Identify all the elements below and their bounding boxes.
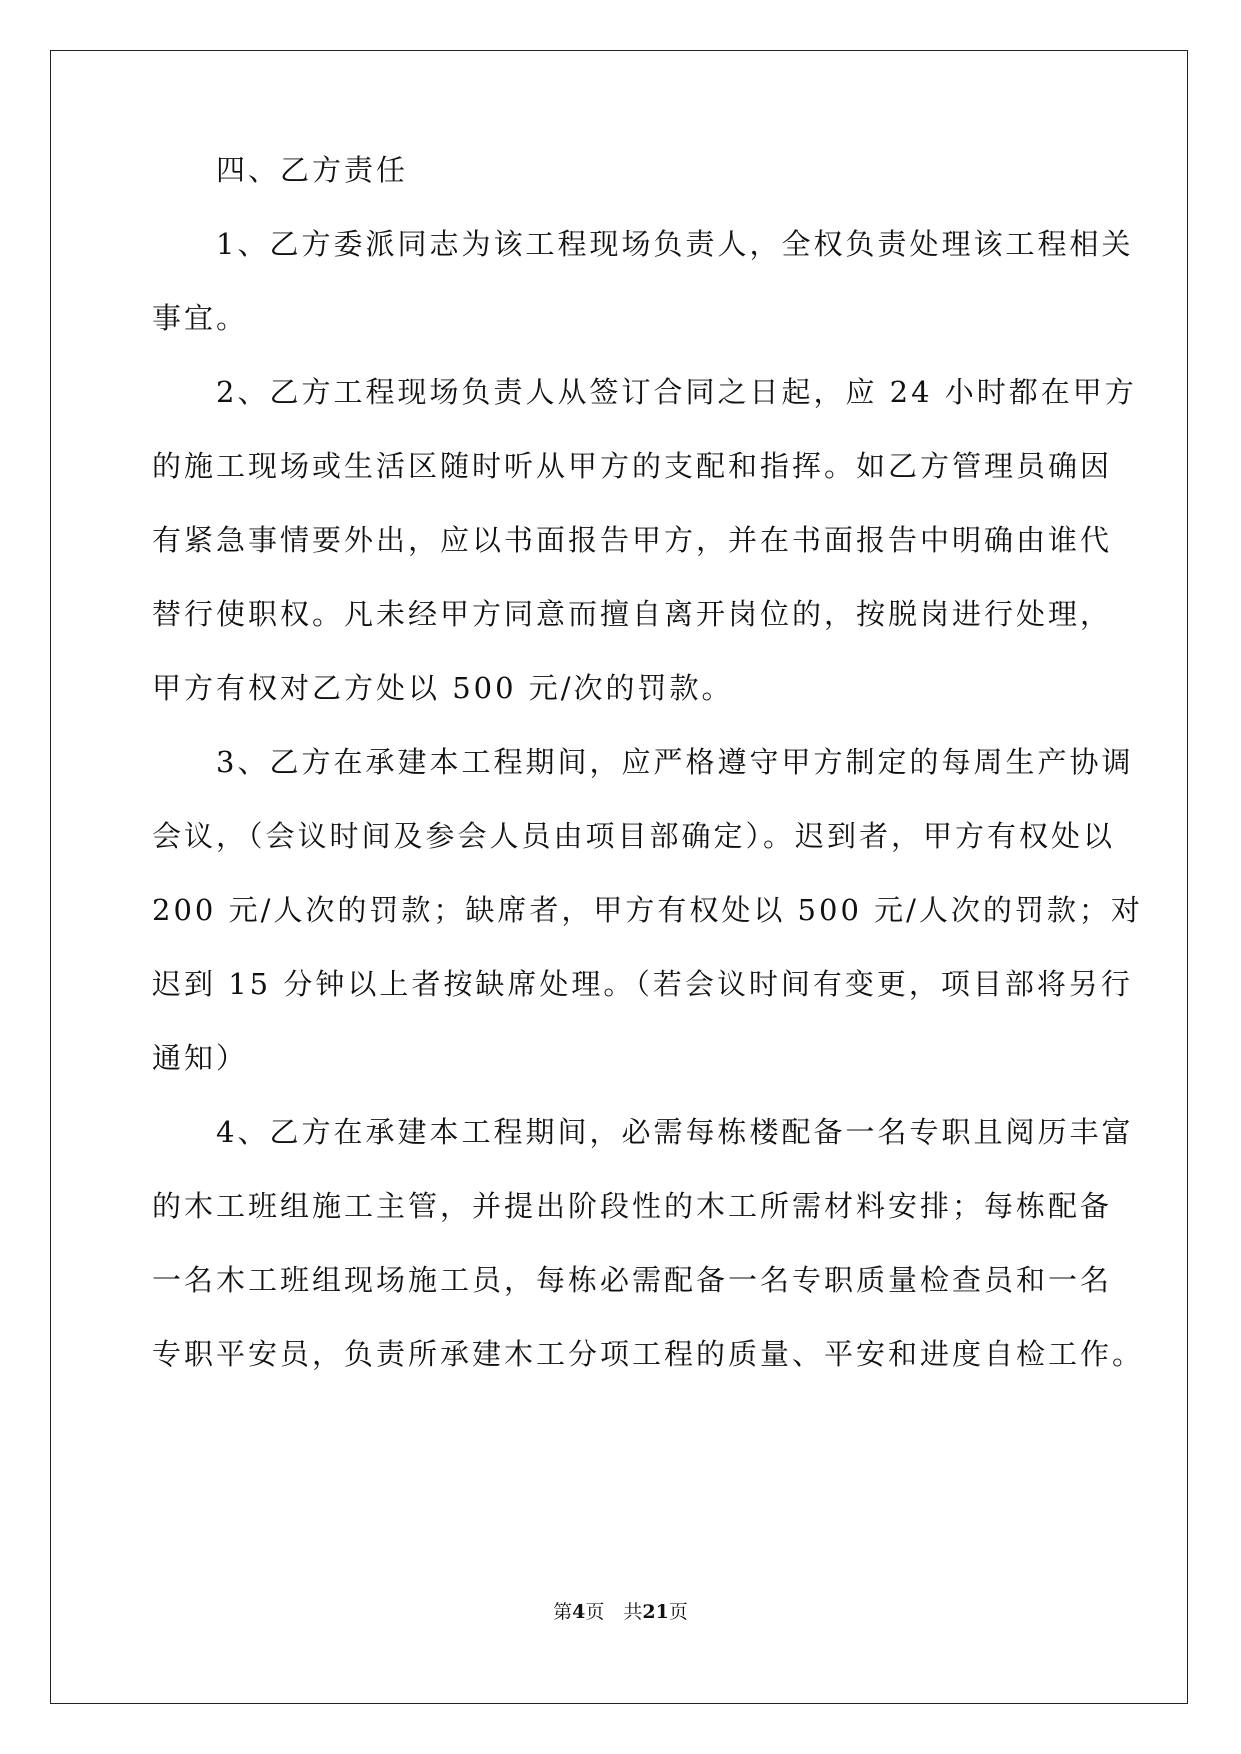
section-heading: 四、乙方责任: [152, 153, 409, 187]
footer-suffix: 页: [668, 1601, 688, 1623]
footer-total-pages: 21: [642, 1601, 669, 1623]
paragraph-line: 通知）: [152, 1041, 249, 1075]
paragraph-line: 甲方有权对乙方处以 500 元/次的罚款。: [152, 671, 734, 705]
paragraph-line: 专职平安员，负责所承建木工分项工程的质量、平安和进度自检工作。: [152, 1337, 1145, 1371]
paragraph-line: 事宜。: [152, 301, 249, 335]
paragraph-line: 1、乙方委派同志为该工程现场负责人，全权负责处理该工程相关: [152, 227, 1134, 261]
footer-prefix: 第: [553, 1601, 573, 1623]
page-footer: [0, 1600, 1241, 1624]
paragraph-line: 3、乙方在承建本工程期间，应严格遵守甲方制定的每周生产协调: [152, 745, 1134, 779]
footer-middle: 页 共: [585, 1601, 643, 1623]
paragraph-line: 的木工班组施工主管，并提出阶段性的木工所需材料安排；每栋配备: [152, 1189, 1113, 1223]
paragraph-line: 200 元/人次的罚款；缺席者，甲方有权处以 500 元/人次的罚款；对: [152, 893, 1143, 927]
paragraph-line: 会议，（会议时间及参会人员由项目部确定）。迟到者，甲方有权处以: [152, 819, 1116, 853]
paragraph-line: 替行使职权。凡未经甲方同意而擅自离开岗位的，按脱岗进行处理，: [152, 597, 1113, 631]
footer-page-number: 4: [572, 1601, 586, 1623]
paragraph-line: 4、乙方在承建本工程期间，必需每栋楼配备一名专职且阅历丰富: [152, 1115, 1134, 1149]
paragraph-line: 的施工现场或生活区随时听从甲方的支配和指挥。如乙方管理员确因: [152, 449, 1113, 483]
paragraph-line: 一名木工班组现场施工员，每栋必需配备一名专职质量检查员和一名: [152, 1263, 1113, 1297]
paragraph-line: 有紧急事情要外出，应以书面报告甲方，并在书面报告中明确由谁代: [152, 523, 1113, 557]
paragraph-line: 2、乙方工程现场负责人从签订合同之日起，应 24 小时都在甲方: [152, 375, 1137, 409]
paragraph-line: 迟到 15 分钟以上者按缺席处理。（若会议时间有变更，项目部将另行: [152, 967, 1133, 1001]
